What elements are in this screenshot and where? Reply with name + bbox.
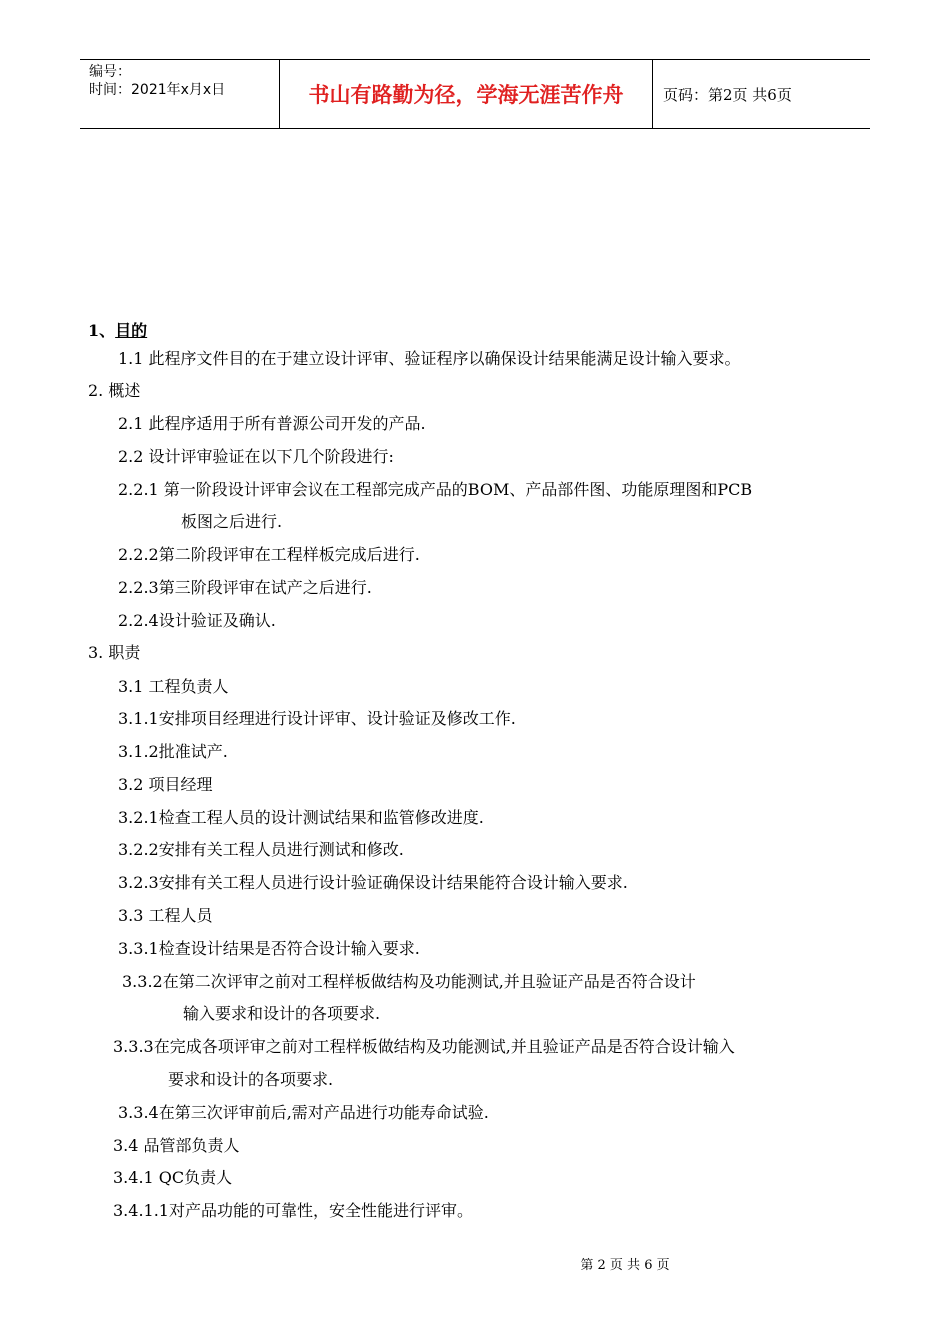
clause-3-1-2: 3.1.2批准试产. (118, 742, 228, 761)
clause-1-1: 1.1 此程序文件目的在于建立设计评审、验证程序以确保设计结果能满足设计输入要求。 (118, 349, 741, 368)
header-motto: 书山有路勤为径，学海无涯苦作舟 (280, 60, 653, 128)
clause-3-3-3: 3.3.3在完成各项评审之前对工程样板做结构及功能测试,并且验证产品是否符合设计输入 (113, 1037, 735, 1056)
clause-3-1: 3.1 工程负责人 (118, 677, 229, 696)
section-number: 1、 (88, 321, 116, 340)
clause-2-2-1-cont: 板图之后进行. (181, 512, 283, 531)
clause-2-2: 2.2 设计评审验证在以下几个阶段进行: (118, 447, 394, 466)
header-page-info: 页码：第2页 共6页 (663, 85, 792, 104)
clause-3-3-2-cont: 输入要求和设计的各项要求. (183, 1004, 381, 1023)
clause-3-1-1: 3.1.1安排项目经理进行设计评审、设计验证及修改工作. (118, 709, 516, 728)
clause-3-2-3: 3.2.3安排有关工程人员进行设计验证确保设计结果能符合设计输入要求. (118, 873, 628, 892)
clause-3-4-1: 3.4.1 QC负责人 (113, 1168, 233, 1187)
clause-3-3-4: 3.3.4在第三次评审前后,需对产品进行功能寿命试验. (118, 1103, 489, 1122)
section-title: 目的 (115, 321, 148, 340)
clause-2-2-4: 2.2.4设计验证及确认. (118, 611, 276, 630)
page-header (80, 59, 870, 129)
clause-3-2-2: 3.2.2安排有关工程人员进行测试和修改. (118, 840, 404, 859)
clause-3-3-3-cont: 要求和设计的各项要求. (168, 1070, 334, 1089)
clause-2-2-3: 2.2.3第三阶段评审在试产之后进行. (118, 578, 372, 597)
doc-time-label: 时间：2021年x月x日 (89, 82, 226, 98)
clause-2-1: 2.1 此程序适用于所有普源公司开发的产品. (118, 414, 426, 433)
clause-3-4: 3.4 品管部负责人 (113, 1136, 240, 1155)
clause-3-3-1: 3.3.1检查设计结果是否符合设计输入要求. (118, 939, 420, 958)
clause-3-3-2: 3.3.2在第二次评审之前对工程样板做结构及功能测试,并且验证产品是否符合设计 (122, 972, 696, 991)
page-footer: 第 2 页 共 6 页 (580, 1258, 670, 1273)
section-heading-2: 2. 概述 (88, 381, 141, 400)
clause-3-2: 3.2 项目经理 (118, 775, 213, 794)
clause-2-2-2: 2.2.2第二阶段评审在工程样板完成后进行. (118, 545, 420, 564)
clause-3-3: 3.3 工程人员 (118, 906, 213, 925)
section-heading-3: 3. 职责 (88, 643, 141, 662)
doc-number-label: 编号： (89, 64, 131, 80)
header-info-cell (80, 60, 280, 128)
clause-3-4-1-1: 3.4.1.1对产品功能的可靠性，安全性能进行评审。 (113, 1201, 473, 1220)
clause-3-2-1: 3.2.1检查工程人员的设计测试结果和监管修改进度. (118, 808, 484, 827)
section-heading-1 (88, 321, 147, 341)
clause-2-2-1: 2.2.1 第一阶段设计评审会议在工程部完成产品的BOM、产品部件图、功能原理图和PCB (118, 480, 753, 499)
